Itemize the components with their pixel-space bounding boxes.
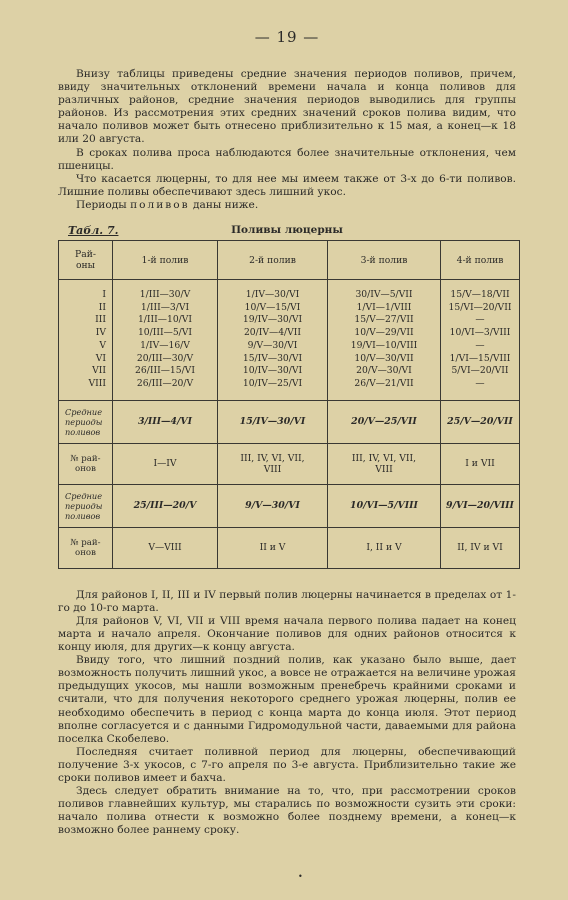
table-cell: 19/VI—10/VIII xyxy=(328,340,441,353)
table-cell: 1/IV—30/VI xyxy=(218,280,328,302)
row-label: Средние периоды поливов xyxy=(59,400,113,443)
table-cell: 10/VI—5/VIII xyxy=(328,484,441,527)
table-cell: — xyxy=(441,378,520,400)
table-cell: — xyxy=(441,340,520,353)
table-cell: 20/III—30/V xyxy=(113,353,218,366)
print-speck: • xyxy=(298,872,303,881)
table-cell: 1/VI—15/VIII xyxy=(441,353,520,366)
body-text xyxy=(58,589,516,838)
table-cell: I—IV xyxy=(113,443,218,484)
table-row-regions-1 xyxy=(59,443,520,484)
paragraph: В сроках полива проса наблюдаются более значительные отклонения, чем пшеницы. xyxy=(58,146,516,172)
table-row xyxy=(59,353,520,366)
table-cell: III, IV, VI, VII, VIII xyxy=(328,443,441,484)
header-cell: Рай- оны xyxy=(59,241,113,280)
table-cell: 15/V—18/VII xyxy=(441,280,520,302)
table-cell: 10/V—29/VII xyxy=(328,327,441,340)
paragraph: Ввиду того, что лишний поздний полив, как указано было выше, дает возможность получить лишний укос, а вовсе не отражается на величине урожая предыдущих укосов, мы нашли возможным пренебречь крайними сроками и считали, что для получения некоторого среднего урожая люцерны, полив ее необходимо обеспечить в период с конца марта до конца июля. Этот период вполне согласуется и с данными Гидромодульной части, даваемыми для района поселка Скобелево. xyxy=(58,654,516,745)
region-cell: I xyxy=(59,280,113,302)
table-row xyxy=(59,340,520,353)
table-cell: — xyxy=(441,314,520,327)
table-cell: 20/V—30/VI xyxy=(328,365,441,378)
table-cell: 26/V—21/VII xyxy=(328,378,441,400)
table-number: Табл. 7. xyxy=(68,224,119,238)
table-row xyxy=(59,378,520,400)
table-title: Поливы люцерны xyxy=(231,224,343,237)
table-cell: 15/IV—30/VI xyxy=(218,353,328,366)
table-row xyxy=(59,314,520,327)
table-cell: 3/III—4/VI xyxy=(113,400,218,443)
irrigation-table xyxy=(58,240,520,569)
header-cell: 4-й полив xyxy=(441,241,520,280)
table-cell: 10/III—5/VI xyxy=(113,327,218,340)
region-cell: VIII xyxy=(59,378,113,400)
row-label: № рай- онов xyxy=(59,527,113,568)
table-cell: 1/III—3/VI xyxy=(113,302,218,315)
region-cell: V xyxy=(59,340,113,353)
table-cell: III, IV, VI, VII, VIII xyxy=(218,443,328,484)
table-cell: 10/V—15/VI xyxy=(218,302,328,315)
table-cell: 26/III—15/VI xyxy=(113,365,218,378)
table-cell: 15/V—27/VII xyxy=(328,314,441,327)
table-cell: 9/V—30/VI xyxy=(218,484,328,527)
paragraph: Внизу таблицы приведены средние значения периодов поливов, причем, ввиду значительных отклонений времени начала и конца поливов для различных районов, средние значения периодов выводились для группы районов. Из рассмотрения этих средних значений сроков полива видим, что начало поливов может быть отнесено приблизительно к 15 мая, а конец—к 18 или 20 августа. xyxy=(58,68,516,146)
table-cell: 10/V—30/VII xyxy=(328,353,441,366)
table-cell: 20/V—25/VII xyxy=(328,400,441,443)
table-cell: 1/III—10/VI xyxy=(113,314,218,327)
table-cell: 19/IV—30/VI xyxy=(218,314,328,327)
table-row-averages-1 xyxy=(59,400,520,443)
page-number: — 19 — xyxy=(254,28,320,46)
header-cell: 2-й полив xyxy=(218,241,328,280)
table-cell: 26/III—20/V xyxy=(113,378,218,400)
table-cell: 1/III—30/V xyxy=(113,280,218,302)
row-label: № рай- онов xyxy=(59,443,113,484)
intro-text xyxy=(58,68,516,212)
table-cell: 30/IV—5/VII xyxy=(328,280,441,302)
table-cell: 1/VI—1/VIII xyxy=(328,302,441,315)
table-row xyxy=(59,327,520,340)
table-cell: I, II и V xyxy=(328,527,441,568)
region-cell: IV xyxy=(59,327,113,340)
table-row-regions-2 xyxy=(59,527,520,568)
table-cell: 1/IV—16/V xyxy=(113,340,218,353)
paragraph: Для районов V, VI, VII и VIII время начала первого полива падает на конец марта и начало апреля. Окончание поливов для одних районов относится к концу июля, для других—к концу августа. xyxy=(58,614,516,654)
table-cell: 10/IV—30/VI xyxy=(218,365,328,378)
table-cell: II, IV и VI xyxy=(441,527,520,568)
table-cell: 15/IV—30/VI xyxy=(218,400,328,443)
table-row xyxy=(59,365,520,378)
table-cell: 5/VI—20/VII xyxy=(441,365,520,378)
table-cell: 20/IV—4/VII xyxy=(218,327,328,340)
table-cell: 10/IV—25/VI xyxy=(218,378,328,400)
table-heading xyxy=(58,222,516,238)
paragraph: Для районов I, II, III и IV первый полив люцерны начинается в пределах от 1-го до 10-го марта. xyxy=(58,588,516,614)
table-cell: II и V xyxy=(218,527,328,568)
table-cell: 15/VI—20/VII xyxy=(441,302,520,315)
region-cell: II xyxy=(59,302,113,315)
paragraph: Последняя считает поливной период для люцерны, обеспечивающий получение 3-х укосов, с 7-го апреля по 3-е августа. Приблизительно такие же сроки поливов имеет и бахча. xyxy=(58,745,516,784)
paragraph: Здесь следует обратить внимание на то, что, при рассмотрении сроков поливов главнейших культур, мы старались по возможности сузить эти сроки: начало полива отнести к возможно более позднему времени, а конец—к возможно более раннему сроку. xyxy=(58,785,516,837)
paragraph: Что касается люцерны, то для нее мы имеем также от 3-х до 6-ти поливов. Лишние поливы обеспечивают здесь лишний укос. xyxy=(58,172,516,198)
table-cell: 9/V—30/VI xyxy=(218,340,328,353)
header-cell: 3-й полив xyxy=(328,241,441,280)
table-row-averages-2 xyxy=(59,484,520,527)
table-row xyxy=(59,280,520,302)
table-row xyxy=(59,302,520,315)
header-cell: 1-й полив xyxy=(113,241,218,280)
region-cell: VII xyxy=(59,365,113,378)
table-cell: 10/VI—3/VIII xyxy=(441,327,520,340)
table-cell: 25/III—20/V xyxy=(113,484,218,527)
region-cell: VI xyxy=(59,353,113,366)
table-cell: 9/VI—20/VIII xyxy=(441,484,520,527)
row-label: Средние периоды поливов xyxy=(59,484,113,527)
table-cell: 25/V—20/VII xyxy=(441,400,520,443)
paragraph-periods: Периоды поливов даны ниже. xyxy=(76,198,259,211)
table-body xyxy=(59,280,520,401)
region-cell: III xyxy=(59,314,113,327)
table-cell: I и VII xyxy=(441,443,520,484)
table-cell: V—VIII xyxy=(113,527,218,568)
table-header-row xyxy=(59,241,520,280)
